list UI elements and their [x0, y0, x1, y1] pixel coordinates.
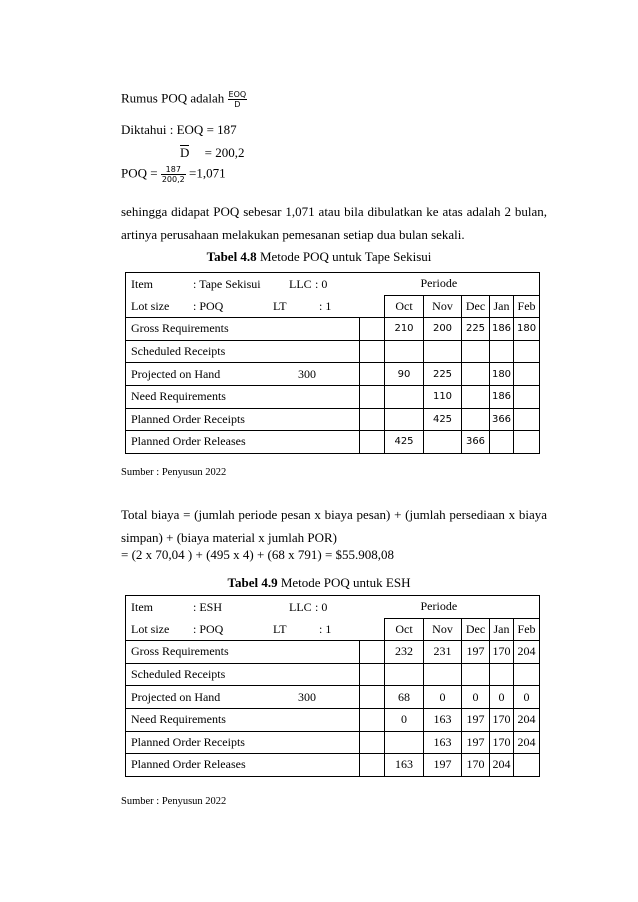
diketahui-line: Diktahui : EOQ = 187: [121, 122, 237, 137]
table1-caption-text: Metode POQ untuk Tape Sekisui: [256, 249, 432, 264]
table2-llc-label: LLC: [289, 599, 312, 614]
poq-numerator: 187: [161, 165, 186, 175]
table2-item-cell: [126, 596, 385, 619]
d-value: = 200,2: [204, 145, 245, 160]
rumus-fraction: [228, 90, 248, 109]
table2-cell: 163: [424, 731, 462, 754]
table1-cell: 366: [490, 408, 514, 431]
table1-row: [126, 363, 540, 386]
table1-row-extra: [360, 318, 385, 341]
table1-row: [126, 318, 540, 341]
table2-cell: 163: [424, 708, 462, 731]
table1-month-oct: Oct: [385, 295, 424, 318]
table2-lot-value: : POQ: [193, 621, 224, 636]
table2-row: [126, 731, 540, 754]
table2-cell: 170: [462, 754, 490, 777]
table2-row-extra: [360, 708, 385, 731]
poq-fraction: [161, 165, 186, 184]
d-line: [180, 145, 244, 161]
table1-periode-label: Periode: [420, 276, 458, 291]
table2-lot-cell: [126, 618, 385, 641]
table1-month-feb: Feb: [514, 295, 540, 318]
table1-month-dec: Dec: [462, 295, 490, 318]
table1-lt-value: : 1: [319, 298, 332, 313]
table1-row-label: Gross Requirements: [126, 318, 360, 341]
table1-cell: [385, 385, 424, 408]
paragraph-poq-explanation: sehingga didapat POQ sebesar 1,071 atau bila dibulatkan ke atas adalah 2 bulan, artinya perusahaan melakukan pemesanan setiap dua bulan sekali.: [121, 204, 547, 242]
table2-row-spacer: [360, 686, 385, 709]
rumus-numerator: EOQ: [228, 90, 247, 99]
table1-cell: [385, 340, 424, 363]
table2-row-extra: [360, 754, 385, 777]
table2-caption: [0, 575, 638, 591]
table2-cell: 204: [514, 641, 540, 664]
table1-row-extra: [360, 431, 385, 454]
table-poq-esh: [125, 595, 540, 777]
table1-cell: [424, 431, 462, 454]
table2-header-row-1: [126, 596, 540, 619]
table1-cell: 425: [424, 408, 462, 431]
table2-cell: 197: [424, 754, 462, 777]
table1-row-label: Planned Order Releases: [126, 431, 360, 454]
table2-cell: [385, 663, 424, 686]
table2-cell: [424, 663, 462, 686]
table1-cell: [514, 363, 540, 386]
table1-cell: [385, 408, 424, 431]
table2-caption-text: Metode POQ untuk ESH: [277, 575, 411, 590]
table2-caption-number: Tabel 4.9: [227, 575, 278, 590]
table1-cell: 90: [385, 363, 424, 386]
table2-row-label: Planned Order Receipts: [126, 731, 360, 754]
table2-row-label: [126, 686, 360, 709]
paragraph-total-cost: Total biaya = (jumlah periode pesan x biaya pesan) + (jumlah persediaan x biaya simpan) + (biaya material x jumlah POR): [121, 507, 547, 545]
table2-lot-label: Lot size: [131, 621, 170, 636]
cost-calculation-line: = (2 x 70,04 ) + (495 x 4) + (68 x 791) = $55.908,08: [121, 547, 395, 562]
table2-row-extra: [360, 663, 385, 686]
table2-row-label: Gross Requirements: [126, 641, 360, 664]
table2-cell: [514, 754, 540, 777]
table1-month-jan: Jan: [490, 295, 514, 318]
table-poq-tape-sekisui: [125, 272, 540, 454]
table2-row-label: Need Requirements: [126, 708, 360, 731]
table1-cell: [490, 431, 514, 454]
table1-cell: [462, 363, 490, 386]
poq-result: =1,071: [189, 165, 226, 181]
table2-source: Sumber : Penyusun 2022: [121, 796, 227, 807]
table1-row-extra: [360, 385, 385, 408]
table1-caption: [0, 249, 638, 265]
table2-row-label: Scheduled Receipts: [126, 663, 360, 686]
table1-cell: [514, 408, 540, 431]
table2-cell: 197: [462, 731, 490, 754]
table2-cell: 170: [490, 731, 514, 754]
table2-cell: 204: [514, 731, 540, 754]
table2-cell: 204: [514, 708, 540, 731]
table1-row: [126, 431, 540, 454]
table2-item-label: Item: [131, 599, 153, 614]
table1-cell: 425: [385, 431, 424, 454]
table2-row: [126, 641, 540, 664]
table1-row: [126, 408, 540, 431]
table1-cell: 180: [514, 318, 540, 341]
table1-lt-label: LT: [273, 298, 287, 313]
table2-cell: 0: [385, 708, 424, 731]
table1-lot-cell: [126, 295, 385, 318]
table2-cell: [385, 731, 424, 754]
table2-month-nov: Nov: [424, 618, 462, 641]
table2-cell: 0: [462, 686, 490, 709]
table1-cell: [462, 340, 490, 363]
table2-row: [126, 663, 540, 686]
rumus-denominator: D: [234, 100, 241, 109]
table2-cell: [490, 663, 514, 686]
table2-cell: 197: [462, 708, 490, 731]
table2-lt-label: LT: [273, 621, 287, 636]
table1-cell: [490, 340, 514, 363]
table1-cell: 180: [490, 363, 514, 386]
table1-row-label-text: Projected on Hand: [131, 366, 221, 381]
table2-row: [126, 754, 540, 777]
table2-row-extra: 300: [298, 689, 316, 704]
table1-cell: [514, 431, 540, 454]
table1-row-label: Scheduled Receipts: [126, 340, 360, 363]
rumus-prefix: Rumus POQ adalah: [121, 90, 225, 106]
table2-month-feb: Feb: [514, 618, 540, 641]
table2-row: [126, 686, 540, 709]
table1-row-extra: [360, 408, 385, 431]
table1-cell: 210: [385, 318, 424, 341]
table2-row-extra: [360, 641, 385, 664]
table2-month-oct: Oct: [385, 618, 424, 641]
table1-header-row-2: [126, 295, 540, 318]
table1-row-spacer: [360, 363, 385, 386]
rumus-line: [121, 90, 247, 109]
table2-llc-value: : 0: [315, 599, 328, 614]
table2-month-dec: Dec: [462, 618, 490, 641]
table2-cell: 0: [424, 686, 462, 709]
table1-item-cell: [126, 273, 385, 296]
table2-periode-label: Periode: [420, 599, 458, 614]
table2-row: [126, 708, 540, 731]
table2-cell: 0: [490, 686, 514, 709]
table2-cell: 232: [385, 641, 424, 664]
table1-item-label: Item: [131, 276, 153, 291]
table1-row-extra: [360, 340, 385, 363]
poq-line: [121, 165, 226, 184]
table1-caption-number: Tabel 4.8: [206, 249, 257, 264]
table2-month-jan: Jan: [490, 618, 514, 641]
table1-llc-label: LLC: [289, 276, 312, 291]
table1-cell: 225: [424, 363, 462, 386]
table1-cell: 186: [490, 318, 514, 341]
table2-cell: [462, 663, 490, 686]
poq-denominator: 200,2: [161, 175, 185, 184]
table1-row: [126, 385, 540, 408]
table2-row-extra: [360, 731, 385, 754]
table1-cell: [514, 340, 540, 363]
table2-row-label: Planned Order Releases: [126, 754, 360, 777]
table2-cell: 68: [385, 686, 424, 709]
table2-cell: [514, 663, 540, 686]
table2-cell: 197: [462, 641, 490, 664]
table2-row-label-text: Projected on Hand: [131, 689, 221, 704]
table1-cell: [514, 385, 540, 408]
table1-cell: 225: [462, 318, 490, 341]
table1-cell: 366: [462, 431, 490, 454]
table1-cell: [462, 408, 490, 431]
table1-cell: 110: [424, 385, 462, 408]
table2-cell: 231: [424, 641, 462, 664]
d-symbol: D: [180, 145, 190, 160]
table1-row-extra: 300: [298, 366, 316, 381]
table1-month-nov: Nov: [424, 295, 462, 318]
table2-cell: 170: [490, 641, 514, 664]
table1-llc-value: : 0: [315, 276, 328, 291]
table1-header-row-1: [126, 273, 540, 296]
table2-header-row-2: [126, 618, 540, 641]
table1-source: Sumber : Penyusun 2022: [121, 467, 227, 478]
table1-item-value: : Tape Sekisui: [193, 276, 261, 291]
table1-cell: [424, 340, 462, 363]
table2-cell: 0: [514, 686, 540, 709]
poq-prefix: POQ =: [121, 165, 158, 181]
table2-cell: 163: [385, 754, 424, 777]
table2-lt-value: : 1: [319, 621, 332, 636]
table1-cell: 200: [424, 318, 462, 341]
table1-lot-label: Lot size: [131, 298, 170, 313]
table1-row-label: Need Requirements: [126, 385, 360, 408]
table1-lot-value: : POQ: [193, 298, 224, 313]
table2-item-value: : ESH: [193, 599, 223, 614]
table1-row-label: [126, 363, 360, 386]
table2-cell: 170: [490, 708, 514, 731]
table1-cell: [462, 385, 490, 408]
table2-cell: 204: [490, 754, 514, 777]
table1-row-label: Planned Order Receipts: [126, 408, 360, 431]
table1-row: [126, 340, 540, 363]
table1-cell: 186: [490, 385, 514, 408]
